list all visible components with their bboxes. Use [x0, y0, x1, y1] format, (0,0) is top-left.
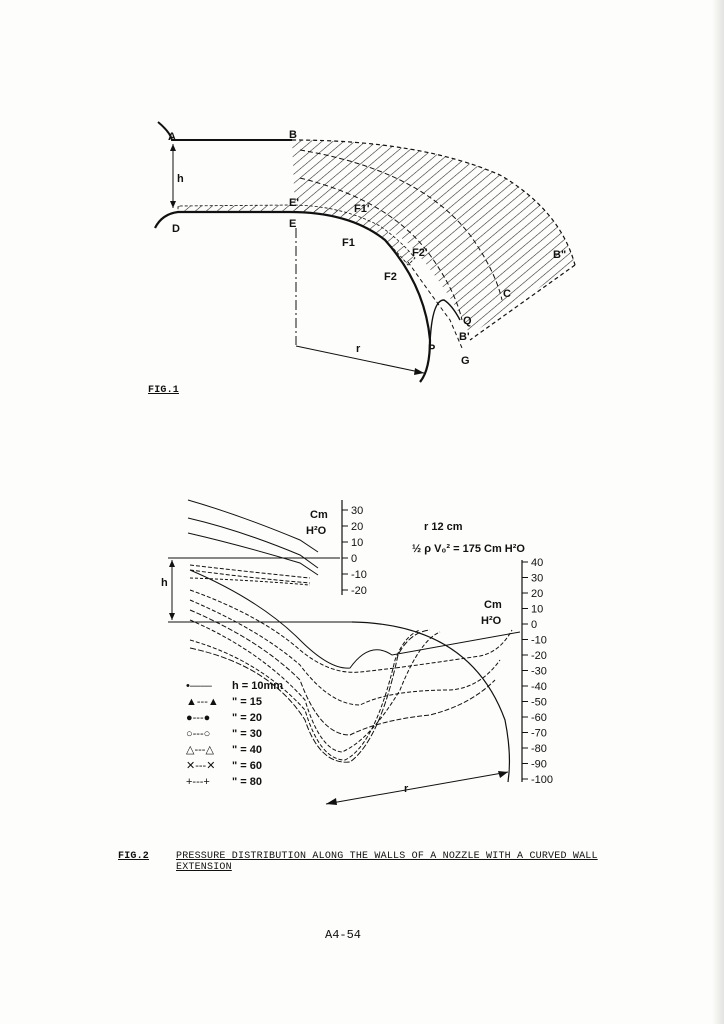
legend-entry-label: " = 15	[232, 696, 262, 708]
axis1-tick-label: 0	[351, 553, 358, 565]
figure-2-title-line1: PRESSURE DISTRIBUTION ALONG THE WALLS OF A NOZZLE WITH A CURVED WALL	[176, 851, 598, 862]
legend-entry-label: " = 60	[232, 760, 262, 772]
axis2-tick-label: -100	[531, 774, 554, 786]
legend-entry-label: " = 20	[232, 712, 262, 724]
axis2-tick-label: -70	[531, 727, 547, 740]
axis1-unit-line1: Cm	[310, 509, 328, 521]
legend-entry-label: h = 10mm	[232, 680, 284, 692]
point-label-F1-prime: F1'	[354, 203, 370, 215]
point-label-B: B	[289, 129, 297, 141]
figure-1-nozzle-diagram	[0, 0, 724, 420]
axis2-tick-label: -60	[531, 712, 547, 724]
figure-2-pressure-plot	[0, 490, 724, 830]
point-label-Q: Q	[463, 315, 472, 327]
fig2-dimension-h: h	[161, 577, 168, 589]
legend-marker: ✕---✕	[186, 760, 216, 772]
axis1-tick-label: -10	[351, 569, 367, 581]
axis1-tick-label: 30	[351, 505, 364, 517]
axis2-tick-label: -40	[531, 681, 547, 693]
figure-2-label: FIG.2	[118, 851, 150, 862]
axis2-tick-label: 40	[531, 557, 544, 569]
axis2-tick-label: -20	[531, 650, 547, 662]
figure-2-caption	[118, 851, 614, 873]
figure-1-caption: FIG.1	[148, 385, 180, 396]
point-label-A: A	[168, 131, 176, 143]
point-label-E-prime: E'	[289, 197, 299, 209]
axis2-tick-label: -90	[531, 758, 547, 771]
legend-marker: △---△	[186, 744, 214, 756]
legend-marker: ▲---▲	[186, 696, 219, 708]
axis1-unit-line2: H²O	[306, 525, 327, 537]
legend-marker: ○---○	[186, 728, 211, 740]
page-number: A4-54	[325, 928, 362, 942]
legend-marker: •——	[186, 680, 212, 692]
fig2-dimension-r: r	[404, 783, 409, 795]
axis1-tick-label: -20	[351, 585, 367, 597]
param-radius: r 12 cm	[424, 521, 463, 533]
axis2-tick-label: -50	[531, 696, 547, 709]
legend-entry-label: " = 80	[232, 776, 262, 788]
dimension-label-r: r	[356, 343, 361, 355]
point-label-E: E	[289, 218, 297, 230]
point-label-D: D	[172, 223, 180, 235]
axis2-tick-label: -80	[531, 743, 547, 755]
axis2-unit-line1: Cm	[484, 599, 502, 611]
axis2-tick-label: 10	[531, 603, 544, 616]
point-label-B-prime: B'	[459, 331, 470, 343]
axis2-tick-label: -10	[531, 634, 547, 647]
point-label-F2: F2	[384, 271, 397, 283]
point-label-F1: F1	[342, 237, 355, 249]
legend-marker: ●---●	[186, 712, 211, 724]
point-label-F2-prime: F2'	[412, 247, 428, 259]
param-dynamic-pressure: ½ ρ V₀² = 175 Cm H²O	[412, 543, 525, 555]
axis2-unit-line2: H²O	[481, 615, 502, 627]
legend-marker: +---+	[186, 776, 210, 788]
legend-entry-label: " = 40	[232, 744, 262, 756]
point-label-B-double-prime: B"	[553, 249, 567, 261]
point-label-G: G	[461, 355, 470, 367]
axis2-tick-label: -30	[531, 665, 547, 678]
axis2-tick-label: 0	[531, 619, 538, 631]
figure-2-title-line2: EXTENSION	[176, 862, 232, 873]
axis2-tick-label: 30	[531, 572, 544, 585]
axis2-tick-label: 20	[531, 588, 544, 600]
point-label-C: C	[503, 288, 511, 300]
dimension-label-h: h	[177, 173, 184, 185]
axis1-tick-label: 10	[351, 537, 364, 549]
axis1-tick-label: 20	[351, 521, 364, 533]
point-label-P: P	[428, 343, 436, 355]
legend-entry-label: " = 30	[232, 728, 262, 740]
